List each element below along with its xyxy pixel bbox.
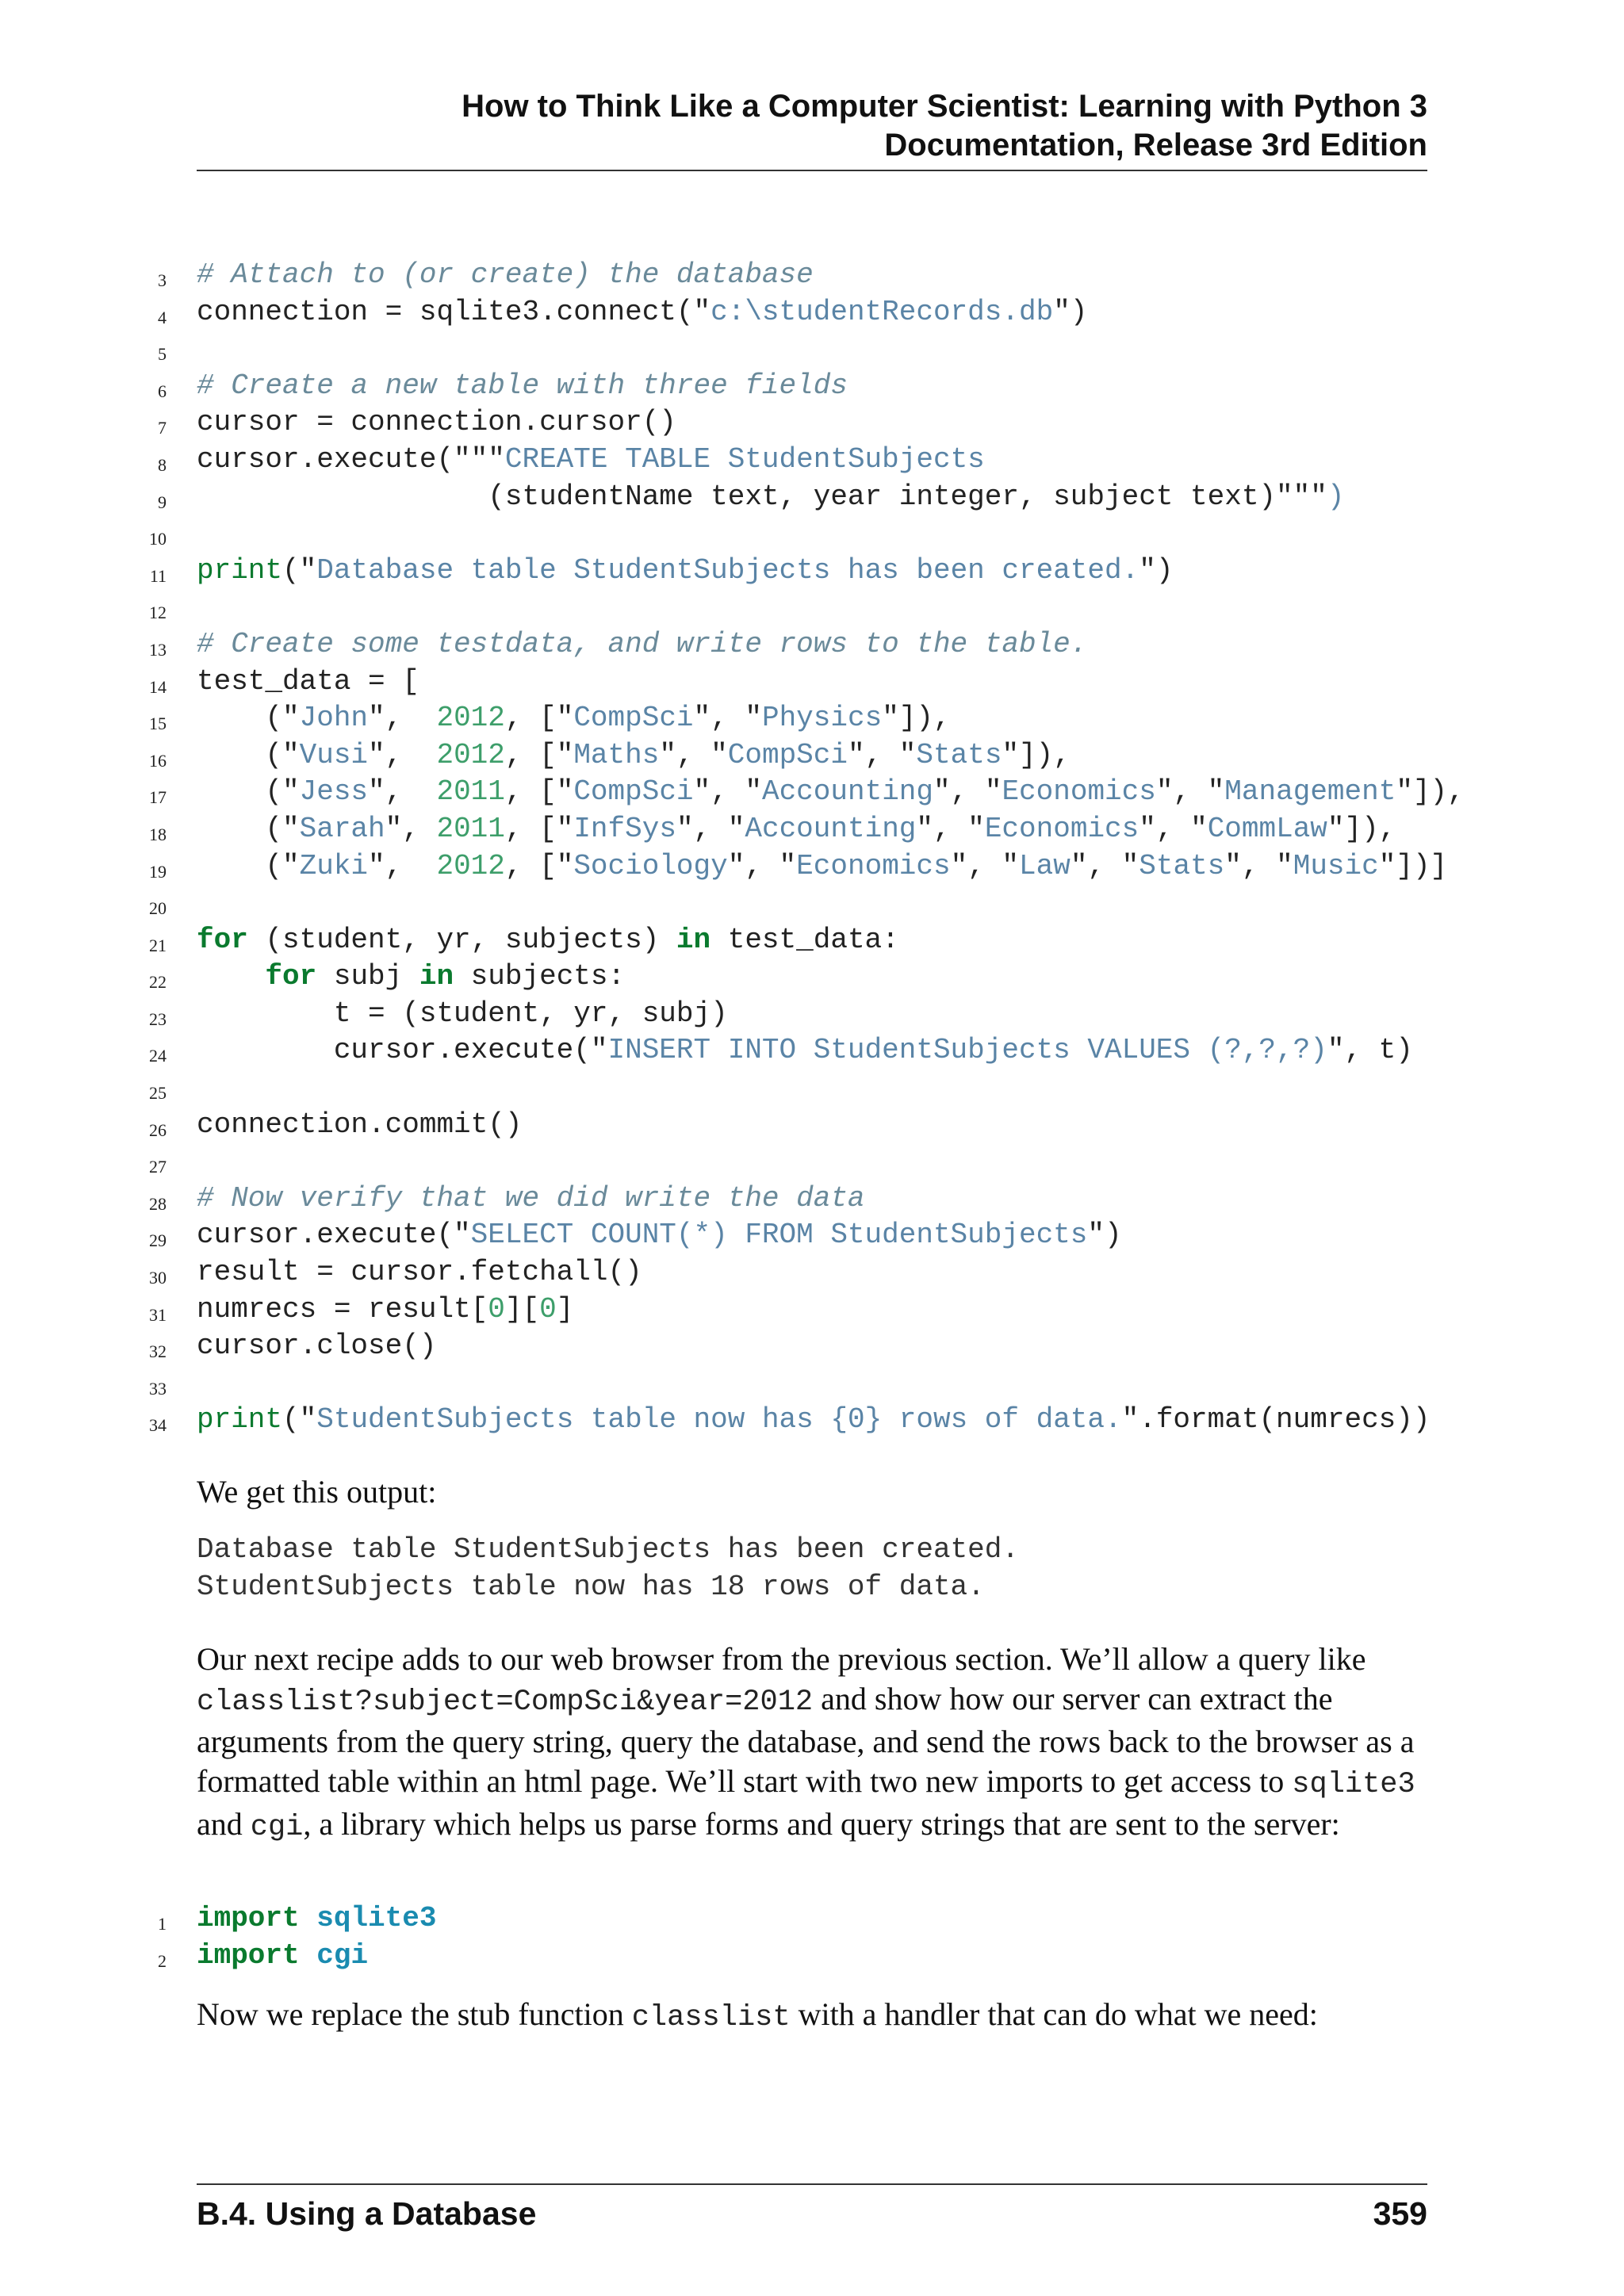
code-text: # Attach to (or create) the database [197,258,814,291]
code-line [0,1070,1624,1107]
code-line [0,774,1624,811]
code-text: test_data = [ [197,664,419,698]
code-text: result = cursor.fetchall() [197,1256,642,1289]
footer-divider [197,2183,1427,2185]
code-text: for (student, yr, subjects) in test_data: [197,923,899,956]
line-number: 3 [158,270,167,290]
line-number: 16 [149,750,167,771]
line-number: 18 [149,824,167,844]
line-number: 9 [158,492,167,512]
line-number: 8 [158,454,167,475]
inline-code-sqlite3: sqlite3 [1292,1767,1415,1801]
line-number: 6 [158,381,167,401]
body-paragraph [197,1640,1427,1848]
code-text: cursor = connection.cursor() [197,406,676,439]
line-number: 28 [149,1193,167,1214]
line-number: 14 [149,676,167,697]
line-number: 27 [149,1157,167,1177]
code-line [0,959,1624,996]
code-text: cursor.execute("""CREATE TABLE StudentSubjects [197,442,985,476]
code-line [0,589,1624,626]
code-text: connection.commit() [197,1108,523,1141]
line-number: 22 [149,972,167,993]
output-line: StudentSubjects table now has 18 rows of data. [197,1570,985,1603]
line-number: 20 [149,898,167,919]
page-number: 359 [1373,2195,1427,2232]
code-text: ("John", 2012, ["CompSci", "Physics"]), [197,702,951,735]
line-number: 1 [158,1914,167,1934]
code-line [0,996,1624,1033]
code-text: ("Vusi", 2012, ["Maths", "CompSci", "Stats"]), [197,738,1071,771]
line-number: 5 [158,344,167,365]
line-number: 25 [149,1083,167,1104]
paragraph-text: and show how our server can extract the arguments from the query string, query the database, and send the rows back to the browser as a formatted table within an html page. We’ll start with two new imports to get access to [197,1680,1415,1799]
code-line [0,442,1624,479]
line-number: 15 [149,714,167,734]
code-text: for subj in subjects: [265,960,626,993]
code-text: print("Database table StudentSubjects has been created.") [197,553,1174,587]
line-number: 23 [149,1008,167,1029]
paragraph-text: with a handler that can do what we need: [790,1996,1318,2032]
code-line [0,700,1624,737]
program-output [197,1532,1019,1605]
code-text: cursor.close() [197,1330,437,1363]
code-line [0,811,1624,848]
inline-code-cgi: cgi [250,1811,304,1844]
line-number: 7 [158,418,167,438]
code-line [0,331,1624,368]
code-line [0,1402,1624,1439]
code-text: ("Sarah", 2011, ["InfSys", "Accounting", "Economics", "CommLaw"]), [197,812,1396,845]
line-number: 29 [149,1230,167,1251]
code-line [0,737,1624,775]
line-number: 19 [149,861,167,882]
code-text: cursor.execute("INSERT INTO StudentSubjects VALUES (?,?,?)", t) [197,1034,1413,1067]
code-text: t = (student, yr, subj) [197,997,728,1030]
code-line [0,1254,1624,1292]
running-header [197,87,1427,165]
line-number: 10 [149,529,167,549]
code-line [0,1107,1624,1144]
code-line [0,1900,1624,1938]
code-line [0,1328,1624,1365]
output-intro: We get this output: [197,1474,437,1510]
code-text: connection = sqlite3.connect("c:\studentRecords.db") [197,295,1088,328]
code-line [0,922,1624,959]
code-line [0,1217,1624,1254]
paragraph-text: Our next recipe adds to our web browser from the previous section. We’ll allow a query like [197,1641,1366,1677]
code-text: # Now verify that we did write the data [197,1181,865,1215]
code-text: import sqlite3 [197,1902,437,1934]
code-line [0,885,1624,922]
paragraph-text: , a library which helps us parse forms and query strings that are sent to the server: [303,1806,1340,1842]
code-line [0,479,1624,516]
code-line [0,1143,1624,1181]
code-text: ("Zuki", 2012, ["Sociology", "Economics", "Law", "Stats", "Music"])] [197,849,1448,882]
code-block-database-setup [0,257,1624,1439]
header-title-line2: Documentation, Release 3rd Edition [884,128,1427,163]
closing-paragraph [197,1995,1427,2038]
code-text: ("Jess", 2011, ["CompSci", "Accounting", "Economics", "Management"]), [197,775,1465,809]
line-number: 11 [149,565,167,586]
line-number: 32 [149,1341,167,1362]
output-line: Database table StudentSubjects has been created. [197,1533,1019,1566]
line-number: 33 [149,1378,167,1399]
code-line [0,1181,1624,1218]
line-number: 12 [149,603,167,623]
line-number: 34 [149,1415,167,1436]
footer-section-title: B.4. Using a Database [197,2195,537,2232]
code-line [0,626,1624,664]
code-line [0,368,1624,405]
code-text: cursor.execute("SELECT COUNT(*) FROM StudentSubjects") [197,1219,1122,1252]
line-number: 31 [149,1304,167,1325]
inline-code-classlist: classlist [631,2001,791,2034]
inline-code-query: classlist?subject=CompSci&year=2012 [197,1685,814,1719]
paragraph-text: Now we replace the stub function [197,1996,632,2032]
code-line [0,404,1624,442]
code-line [0,515,1624,553]
code-line [0,1365,1624,1402]
line-number: 21 [149,935,167,955]
line-number: 2 [158,1950,167,1971]
code-block-imports [0,1900,1624,1974]
line-number: 26 [149,1119,167,1140]
code-text: # Create some testdata, and write rows to the table. [197,627,1088,660]
code-line [0,1938,1624,1975]
line-number: 24 [149,1046,167,1066]
code-line [0,294,1624,331]
code-line [0,1292,1624,1329]
line-number: 4 [158,307,167,327]
code-text: (studentName text, year integer, subject text)""") [197,480,1345,513]
header-divider [197,170,1427,171]
header-title-line1: How to Think Like a Computer Scientist: Learning with Python 3 [462,89,1427,124]
code-text: import cgi [197,1938,369,1972]
code-line [0,664,1624,701]
code-line [0,1032,1624,1070]
line-number: 17 [149,787,167,808]
code-text: print("StudentSubjects table now has {0} rows of data.".format(numrecs)) [197,1403,1431,1437]
code-line [0,553,1624,590]
code-line [0,848,1624,886]
code-text: numrecs = result[0][0] [197,1292,574,1326]
line-number: 30 [149,1268,167,1288]
paragraph-text: and [197,1806,251,1842]
code-line [0,257,1624,294]
code-text: # Create a new table with three fields [197,369,848,402]
line-number: 13 [149,639,167,660]
